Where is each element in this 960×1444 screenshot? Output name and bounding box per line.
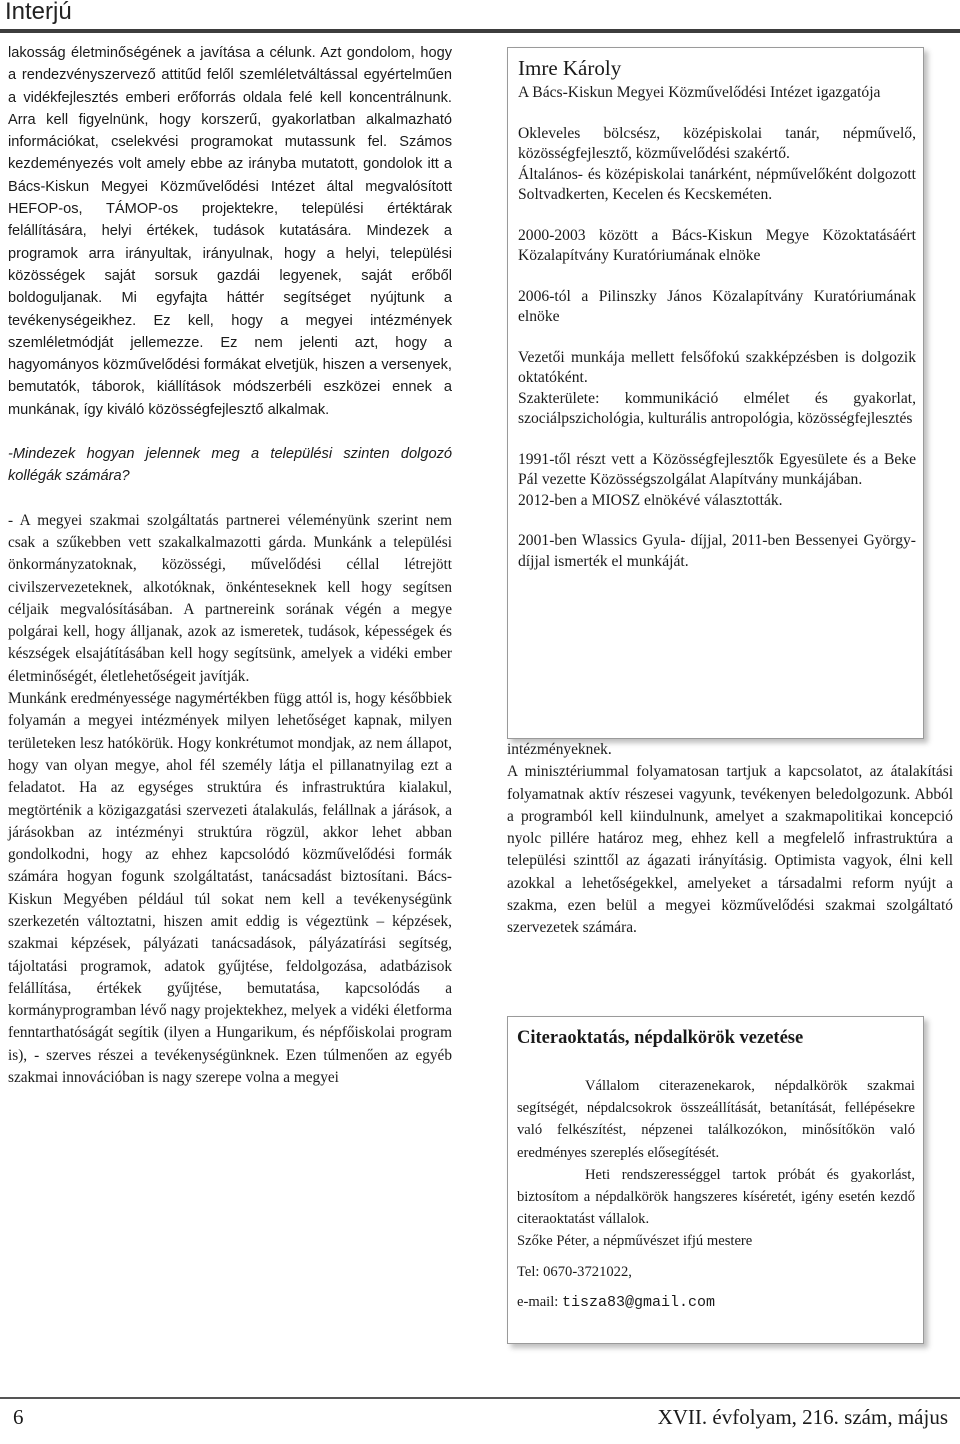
ad-paragraph: Heti rendszerességgel tartok próbát és gyakorlást, biztosítom a népdalkörök hangszeres kíséretét, igény esetén kezdő citeraoktatást vállalok. xyxy=(517,1166,915,1228)
body-paragraph: A minisztériummal folyamatosan tartjuk a kapcsolatot, az átalakítási folyamatnak aktív részesei vagyunk, tevékenyen beledolgozunk. Abból a programból kell kiindulnunk, amelyet a szakmapolitikai koncepció nyolc pillére határoz meg, ehhez kell a megfelelő infrastruktúra a települési szinttől az ágazati irányításig. Optimista vagyok, élni kell azokkal a lehetőségekkel, amelyeket a társadalmi reform nyújt a szakma, ezen belül a megyei közművelődési szakmai szolgáltató szervezetek számára. xyxy=(507,763,953,937)
profile-item: 2012-ben a MIOSZ elnökévé választották. xyxy=(518,491,783,509)
page-number: 6 xyxy=(13,1405,24,1429)
right-column xyxy=(507,739,953,940)
section-title: Interjú xyxy=(5,0,72,25)
ad-email-line xyxy=(517,1291,915,1314)
ad-signature: Szőke Péter, a népművészet ifjú mestere xyxy=(517,1233,753,1250)
interview-question: -Mindezek hogyan jelennek meg a települési szinten dolgozó kollégák számára? xyxy=(8,446,452,485)
profile-name: Imre Károly xyxy=(518,56,622,80)
ad-email[interactable]: tisza83@gmail.com xyxy=(561,1293,716,1311)
profile-item: 1991-től részt vett a Közösségfejlesztők Egyesülete és a Beke Pál vezette Közösségszolgálat Alapítvány munkájában. xyxy=(518,450,916,488)
profile-item: 2006-tól a Pilinszky János Közalapítvány Kuratóriumának elnöke xyxy=(518,287,916,325)
footer-divider xyxy=(0,1397,960,1399)
profile-item: Általános- és középiskolai tanárként, népművelőként dolgozott Soltvadkerten, Kecelen és Kecskeméten. xyxy=(518,165,916,203)
issue-info: XVII. évfolyam, 216. szám, május xyxy=(657,1405,948,1429)
profile-item: Okleveles bölcsész, középiskolai tanár, népművelő, közösségfejlesztő, közművelődési szakértő. xyxy=(518,124,916,162)
profile-sidebar xyxy=(507,47,924,739)
profile-item: Szakterülete: kommunikáció elmélet és gyakorlat, szociálpszichológia, kulturális antropológia, közösségfejlesztés xyxy=(518,389,916,427)
body-paragraph: lakosság életminőségének a javítása a célunk. Azt gondolom, hogy a rendezvényszervező attitűd felől szemléletváltással egyértelműen a vidékfejlesztés emberi erőforrás oldala felé kell koncentrálnunk. Arra kell figyelnünk, hogy korszerű, gyakorlatban alkalmazható információkat, cselekvési programokat mutassunk fel. Számos kezdeményezés volt amely ebbe az irányba mutatott, gondolok itt a Bács-Kiskun Megyei Közművelődési Intézet által megvalósított HEFOP-os, TÁMOP-os projektekre, települési értéktárak felállítására, helyi értékek, tudások kutatására. Mindezek a programok arra irányultak, irányulnak, hogy a helyi, települési közösségek saját sorsuk gazdái legyenek, saját erőből boldoguljanak. Mi egyfajta háttér segítséget nyújtunk a tevékenységeikhez. Ez kell, hogy a megyei intézmények szemléletmódját jellemezze. Ez nem jelenti azt, hogy a hagyományos közművelődési formákat elvetjük, hiszen a versenyek, bemutatók, táborok, kiállítások módszerbéli eszközei ennek a munkának, így kiváló közösségfejlesztő alkalmak. xyxy=(8,45,452,418)
header-divider xyxy=(0,29,960,33)
profile-item: 2001-ben Wlassics Gyula- díjjal, 2011-ben Bessenyei György- díjjal ismerték el munkáját. xyxy=(518,532,916,570)
profile-item: 2000-2003 között a Bács-Kiskun Megye Közoktatásáért Közalapítvány Kuratóriumának elnöke xyxy=(518,226,916,264)
ad-email-label: e-mail: xyxy=(517,1293,562,1310)
answer-paragraph: - A megyei szakmai szolgáltatás partnerei véleményünk szerint nem csak a szűkebben vett szakalkalmazotti gárda. Munkánk a települési önkormányzatoknak, közösségi, művelődési céllal létrejött civilszervezeteknek, alkotóknak, önkénteseknek kell hogy segítsen céljaik megvalósításában. A partnereink sorának végén a megye polgárai kell, hogy álljanak, azok az ismeretek, tudások, képességek és készségek elsajátításában kell hogy segítsünk, amelyek a vidéki ember életminőségét, életlehetőségeit javítják. xyxy=(8,511,452,685)
ad-title: Citeraoktatás, népdalkörök vezetése xyxy=(517,1028,804,1048)
profile-item: Vezetői munkája mellett felsőfokú szakképzésben is dolgozik oktatóként. xyxy=(518,348,916,386)
ad-paragraph: Vállalom citerazenekarok, népdalkörök szakmai segítségét, népdalcsokrok összeállítását, betanítását, fellépésekre való felkészítést, népzenei találkozókon, minősítőkön való eredményes szereplés elősegítését. xyxy=(517,1078,915,1161)
profile-role: A Bács-Kiskun Megyei Közművelődési Intézet igazgatója xyxy=(518,84,881,101)
left-column xyxy=(8,42,452,1089)
ad-phone: Tel: 0670-3721022, xyxy=(517,1263,632,1280)
body-paragraph: intézményeknek. xyxy=(507,741,612,758)
advertisement-box xyxy=(507,1016,924,1344)
answer-paragraph: Munkánk eredményessége nagymértékben függ attól is, hogy későbbiek folyamán a megyei intézmények milyen lehetőséget kapnak, milyen területeken lesz hatókörük. Hogy konkrétumot mondjak, az nem állapot, hogy van olyan megye, ahol fél személy látja el pillanatnyilag ezt a feladatot. Ha az egységes struktúra és infrastruktúra kialakul, megtörténik a közigazgatási szervezeti átalakulás, felállnak a járások, a járásokban az intézményi struktúra rögzül, akkor lehet abban gondolkodni, hogy az ehhez kapcsolódó közművelődési formák számára hogyan fogunk szolgáltatást, tanácsadást biztosítani. Bács-Kiskun Megyében például túl sokat nem kell a tevékenységünk szerkezetén változtatni, hiszen amit eddig is végeztünk – képzések, szakmai képzések, pályázati tanácsadások, pályázatírási segítség, tájoltatási programok, adatok gyűjtése, feldolgozása, adatbázisok felállítása, értékek gyűjtése, bemutatása, kapcsolódás a kormányprogramban lévő nagy projektekhez, melyek a vidéki életforma fenntarthatóságát segítik (ilyen a Hungarikum, és népfőiskolai program is), - szerves részei a tevékenységünknek. Ezen túlmenően az egyéb szakmai innovációban is nagy szerepe volna a megyei xyxy=(8,690,452,1087)
